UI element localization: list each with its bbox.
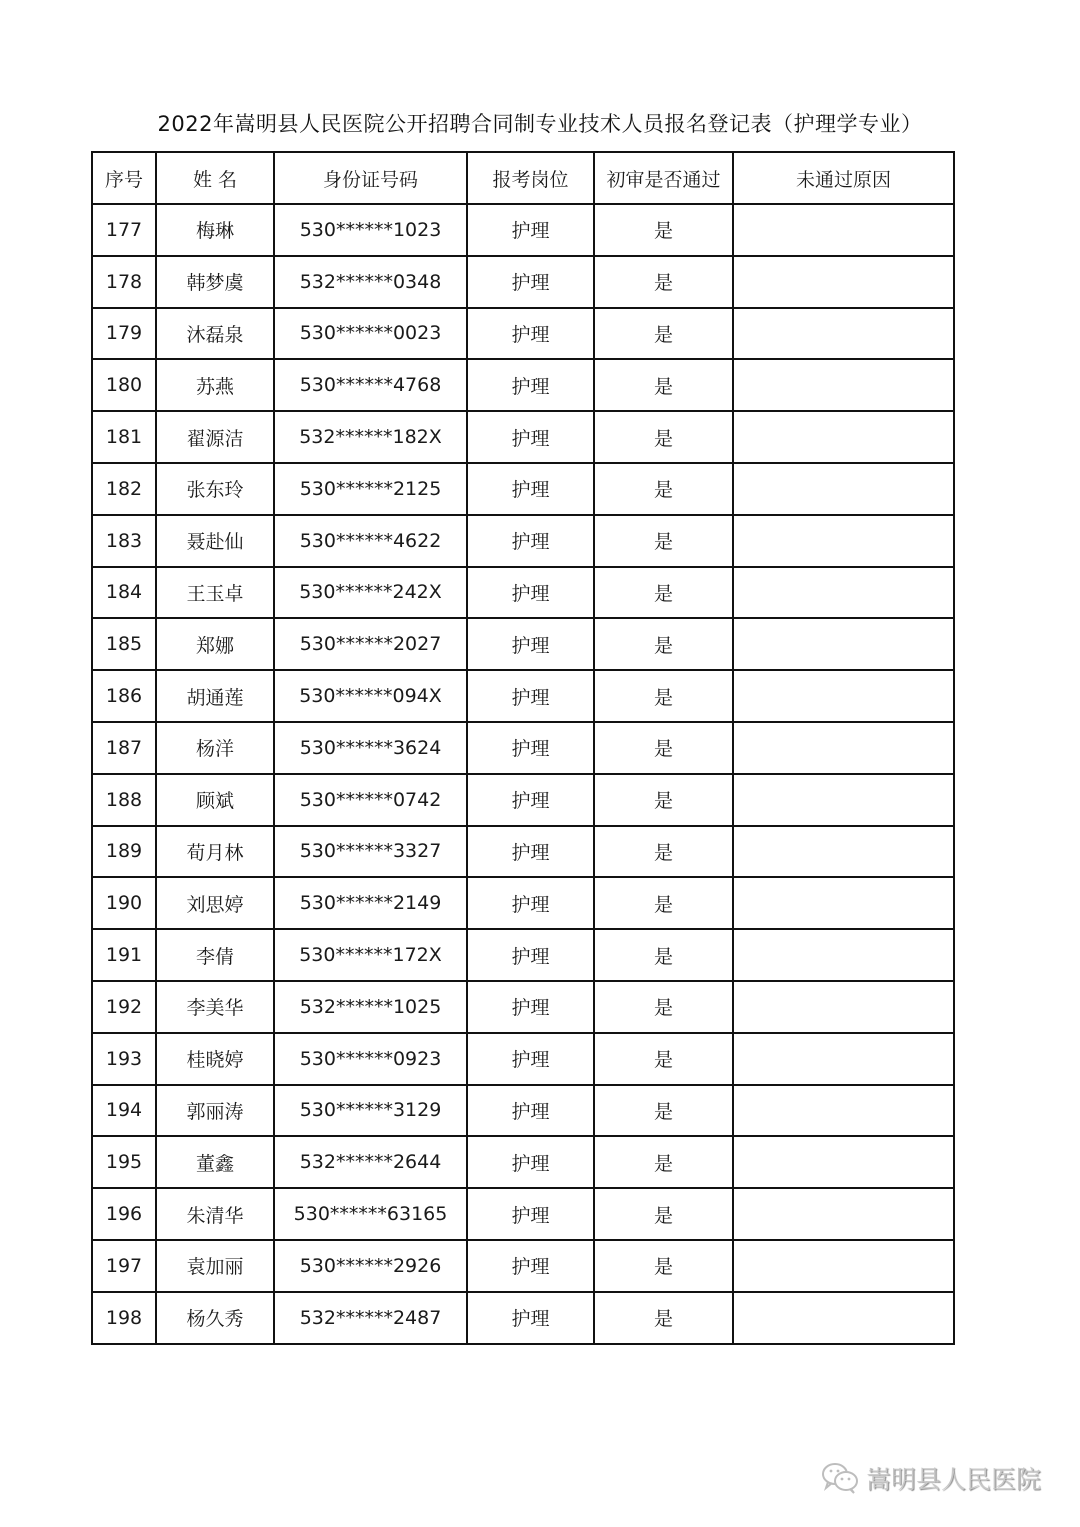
cell-position: 护理 bbox=[467, 515, 594, 567]
cell-position: 护理 bbox=[467, 359, 594, 411]
cell-passed: 是 bbox=[594, 1136, 733, 1188]
cell-name: 胡通莲 bbox=[156, 670, 274, 722]
cell-position: 护理 bbox=[467, 1292, 594, 1344]
cell-id-number: 532******2487 bbox=[274, 1292, 467, 1344]
cell-position: 护理 bbox=[467, 722, 594, 774]
cell-passed: 是 bbox=[594, 204, 733, 256]
cell-passed: 是 bbox=[594, 359, 733, 411]
document-title: 2022年嵩明县人民医院公开招聘合同制专业技术人员报名登记表（护理学专业） bbox=[157, 112, 923, 136]
cell-fail-reason bbox=[733, 722, 954, 774]
cell-name: 张东玲 bbox=[156, 463, 274, 515]
header-fail-reason: 未通过原因 bbox=[733, 152, 954, 204]
cell-position: 护理 bbox=[467, 567, 594, 619]
cell-serial-no: 179 bbox=[92, 308, 156, 360]
wechat-icon bbox=[820, 1461, 860, 1495]
header-position: 报考岗位 bbox=[467, 152, 594, 204]
cell-serial-no: 198 bbox=[92, 1292, 156, 1344]
cell-position: 护理 bbox=[467, 204, 594, 256]
header-serial-no: 序号 bbox=[92, 152, 156, 204]
cell-name: 郑娜 bbox=[156, 618, 274, 670]
table-row bbox=[92, 1136, 954, 1188]
cell-id-number: 530******3327 bbox=[274, 826, 467, 878]
cell-id-number: 530******172X bbox=[274, 929, 467, 981]
cell-serial-no: 178 bbox=[92, 256, 156, 308]
cell-passed: 是 bbox=[594, 929, 733, 981]
cell-name: 梅琳 bbox=[156, 204, 274, 256]
cell-fail-reason bbox=[733, 308, 954, 360]
cell-fail-reason bbox=[733, 567, 954, 619]
cell-position: 护理 bbox=[467, 1033, 594, 1085]
cell-serial-no: 182 bbox=[92, 463, 156, 515]
cell-passed: 是 bbox=[594, 1292, 733, 1344]
cell-fail-reason bbox=[733, 1136, 954, 1188]
cell-position: 护理 bbox=[467, 929, 594, 981]
table-row bbox=[92, 826, 954, 878]
cell-serial-no: 192 bbox=[92, 981, 156, 1033]
cell-position: 护理 bbox=[467, 1085, 594, 1137]
wechat-account-name: 嵩明县人民医院 bbox=[866, 1465, 1042, 1494]
table-header-row bbox=[92, 152, 954, 204]
cell-serial-no: 188 bbox=[92, 774, 156, 826]
cell-id-number: 530******094X bbox=[274, 670, 467, 722]
table-row bbox=[92, 774, 954, 826]
cell-serial-no: 181 bbox=[92, 411, 156, 463]
cell-id-number: 530******4622 bbox=[274, 515, 467, 567]
cell-id-number: 530******0923 bbox=[274, 1033, 467, 1085]
table-row bbox=[92, 359, 954, 411]
cell-id-number: 532******0348 bbox=[274, 256, 467, 308]
cell-fail-reason bbox=[733, 515, 954, 567]
cell-fail-reason bbox=[733, 981, 954, 1033]
cell-serial-no: 189 bbox=[92, 826, 156, 878]
cell-id-number: 530******2027 bbox=[274, 618, 467, 670]
table-row bbox=[92, 929, 954, 981]
cell-name: 沐磊泉 bbox=[156, 308, 274, 360]
cell-serial-no: 183 bbox=[92, 515, 156, 567]
cell-fail-reason bbox=[733, 1033, 954, 1085]
cell-id-number: 530******2125 bbox=[274, 463, 467, 515]
cell-serial-no: 187 bbox=[92, 722, 156, 774]
cell-name: 顾斌 bbox=[156, 774, 274, 826]
cell-passed: 是 bbox=[594, 515, 733, 567]
cell-id-number: 530******3129 bbox=[274, 1085, 467, 1137]
cell-fail-reason bbox=[733, 359, 954, 411]
cell-id-number: 530******3624 bbox=[274, 722, 467, 774]
cell-fail-reason bbox=[733, 826, 954, 878]
cell-position: 护理 bbox=[467, 411, 594, 463]
cell-name: 翟源洁 bbox=[156, 411, 274, 463]
header-name: 姓 名 bbox=[156, 152, 274, 204]
cell-serial-no: 177 bbox=[92, 204, 156, 256]
cell-serial-no: 190 bbox=[92, 877, 156, 929]
cell-name: 杨洋 bbox=[156, 722, 274, 774]
cell-fail-reason bbox=[733, 463, 954, 515]
cell-position: 护理 bbox=[467, 1136, 594, 1188]
cell-passed: 是 bbox=[594, 774, 733, 826]
cell-passed: 是 bbox=[594, 1085, 733, 1137]
cell-passed: 是 bbox=[594, 308, 733, 360]
cell-position: 护理 bbox=[467, 981, 594, 1033]
cell-serial-no: 195 bbox=[92, 1136, 156, 1188]
cell-fail-reason bbox=[733, 877, 954, 929]
cell-passed: 是 bbox=[594, 670, 733, 722]
cell-position: 护理 bbox=[467, 877, 594, 929]
cell-id-number: 530******0023 bbox=[274, 308, 467, 360]
cell-fail-reason bbox=[733, 1240, 954, 1292]
header-id-number: 身份证号码 bbox=[274, 152, 467, 204]
cell-passed: 是 bbox=[594, 1188, 733, 1240]
table-row bbox=[92, 670, 954, 722]
cell-id-number: 532******1025 bbox=[274, 981, 467, 1033]
table-row bbox=[92, 515, 954, 567]
cell-serial-no: 194 bbox=[92, 1085, 156, 1137]
cell-id-number: 530******2926 bbox=[274, 1240, 467, 1292]
cell-serial-no: 196 bbox=[92, 1188, 156, 1240]
table-row bbox=[92, 567, 954, 619]
cell-serial-no: 197 bbox=[92, 1240, 156, 1292]
cell-name: 桂晓婷 bbox=[156, 1033, 274, 1085]
cell-passed: 是 bbox=[594, 981, 733, 1033]
cell-passed: 是 bbox=[594, 722, 733, 774]
cell-fail-reason bbox=[733, 670, 954, 722]
cell-id-number: 532******182X bbox=[274, 411, 467, 463]
cell-position: 护理 bbox=[467, 463, 594, 515]
cell-serial-no: 193 bbox=[92, 1033, 156, 1085]
cell-name: 聂赴仙 bbox=[156, 515, 274, 567]
table-row bbox=[92, 308, 954, 360]
registration-table bbox=[91, 151, 955, 1345]
table-row bbox=[92, 463, 954, 515]
cell-passed: 是 bbox=[594, 1033, 733, 1085]
cell-fail-reason bbox=[733, 774, 954, 826]
cell-position: 护理 bbox=[467, 308, 594, 360]
cell-position: 护理 bbox=[467, 256, 594, 308]
header-preliminary-passed: 初审是否通过 bbox=[594, 152, 733, 204]
table-row bbox=[92, 1188, 954, 1240]
cell-id-number: 530******242X bbox=[274, 567, 467, 619]
cell-passed: 是 bbox=[594, 618, 733, 670]
cell-id-number: 530******63165 bbox=[274, 1188, 467, 1240]
table-row bbox=[92, 256, 954, 308]
table-row bbox=[92, 204, 954, 256]
cell-name: 韩梦虞 bbox=[156, 256, 274, 308]
cell-fail-reason bbox=[733, 204, 954, 256]
cell-position: 护理 bbox=[467, 1188, 594, 1240]
cell-fail-reason bbox=[733, 929, 954, 981]
cell-passed: 是 bbox=[594, 826, 733, 878]
cell-name: 苏燕 bbox=[156, 359, 274, 411]
cell-fail-reason bbox=[733, 1085, 954, 1137]
table-row bbox=[92, 1292, 954, 1344]
cell-serial-no: 191 bbox=[92, 929, 156, 981]
cell-passed: 是 bbox=[594, 411, 733, 463]
cell-name: 袁加丽 bbox=[156, 1240, 274, 1292]
cell-fail-reason bbox=[733, 1188, 954, 1240]
cell-name: 郭丽涛 bbox=[156, 1085, 274, 1137]
cell-name: 刘思婷 bbox=[156, 877, 274, 929]
table-row bbox=[92, 1240, 954, 1292]
table-row bbox=[92, 411, 954, 463]
cell-name: 朱清华 bbox=[156, 1188, 274, 1240]
cell-name: 荀月林 bbox=[156, 826, 274, 878]
cell-fail-reason bbox=[733, 1292, 954, 1344]
cell-name: 李倩 bbox=[156, 929, 274, 981]
table-row bbox=[92, 722, 954, 774]
cell-position: 护理 bbox=[467, 1240, 594, 1292]
cell-id-number: 532******2644 bbox=[274, 1136, 467, 1188]
cell-position: 护理 bbox=[467, 618, 594, 670]
cell-name: 董鑫 bbox=[156, 1136, 274, 1188]
cell-name: 王玉卓 bbox=[156, 567, 274, 619]
cell-passed: 是 bbox=[594, 1240, 733, 1292]
cell-id-number: 530******0742 bbox=[274, 774, 467, 826]
table-row bbox=[92, 618, 954, 670]
cell-fail-reason bbox=[733, 618, 954, 670]
cell-serial-no: 186 bbox=[92, 670, 156, 722]
wechat-account-watermark bbox=[820, 1458, 1041, 1498]
table-row bbox=[92, 877, 954, 929]
cell-passed: 是 bbox=[594, 256, 733, 308]
cell-fail-reason bbox=[733, 256, 954, 308]
cell-passed: 是 bbox=[594, 877, 733, 929]
cell-id-number: 530******4768 bbox=[274, 359, 467, 411]
table-row bbox=[92, 1033, 954, 1085]
cell-passed: 是 bbox=[594, 567, 733, 619]
table-row bbox=[92, 1085, 954, 1137]
cell-name: 李美华 bbox=[156, 981, 274, 1033]
cell-name: 杨久秀 bbox=[156, 1292, 274, 1344]
cell-id-number: 530******1023 bbox=[274, 204, 467, 256]
cell-serial-no: 184 bbox=[92, 567, 156, 619]
cell-id-number: 530******2149 bbox=[274, 877, 467, 929]
cell-passed: 是 bbox=[594, 463, 733, 515]
cell-position: 护理 bbox=[467, 670, 594, 722]
cell-position: 护理 bbox=[467, 774, 594, 826]
cell-serial-no: 185 bbox=[92, 618, 156, 670]
table-row bbox=[92, 981, 954, 1033]
cell-position: 护理 bbox=[467, 826, 594, 878]
cell-fail-reason bbox=[733, 411, 954, 463]
cell-serial-no: 180 bbox=[92, 359, 156, 411]
